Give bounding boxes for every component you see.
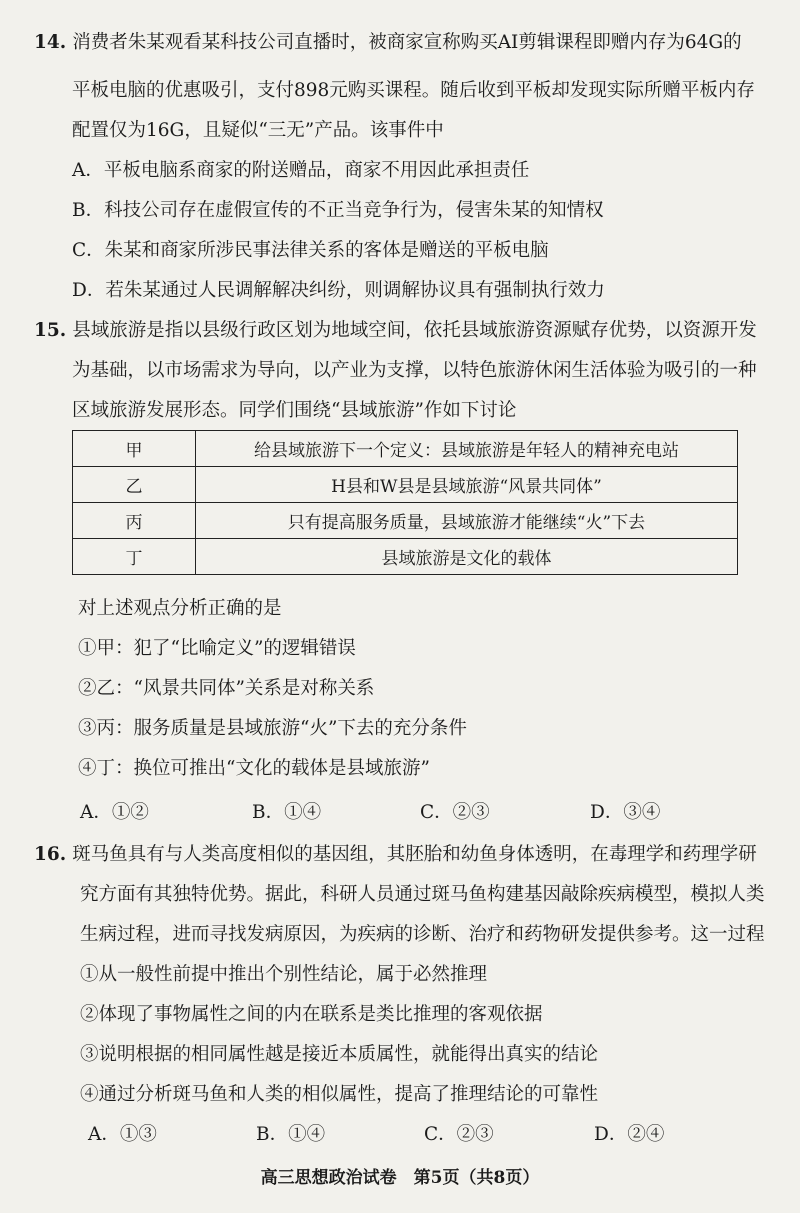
q16-choice-d: D．②④ (594, 1124, 665, 1145)
viewpoint-text: 给县域旅游下一个定义：县域旅游是年轻人的精神充电站 (196, 431, 738, 467)
q16-statement-4: ④通过分析斑马鱼和人类的相似属性，提高了推理结论的可靠性 (80, 1084, 599, 1105)
table-row (73, 431, 738, 467)
q14-line-1: 14. 消费者朱某观看某科技公司直播时，被商家宣称购买AI剪辑课程即赠内存为64G的 (34, 32, 742, 53)
q16-line-2: 究方面有其独特优势。据此，科研人员通过斑马鱼构建基因敲除疾病模型，模拟人类 (80, 884, 765, 905)
viewpoint-label: 乙 (73, 467, 196, 503)
q16-number: 16. (34, 844, 67, 865)
q15-statement-1: ①甲：犯了“比喻定义”的逻辑错误 (78, 638, 356, 659)
q15-prompt: 对上述观点分析正确的是 (78, 598, 282, 619)
viewpoint-text: 县域旅游是文化的载体 (196, 539, 738, 575)
page-footer: 高三思想政治试卷 第5页（共8页） (260, 1168, 540, 1188)
q15-choice-d: D．③④ (590, 802, 661, 823)
q14-number: 14. (34, 32, 67, 53)
viewpoints-table (72, 430, 738, 575)
table-row (73, 539, 738, 575)
viewpoint-label: 甲 (73, 431, 196, 467)
viewpoint-label: 丁 (73, 539, 196, 575)
q14-line-2: 平板电脑的优惠吸引，支付898元购买课程。随后收到平板却发现实际所赠平板内存 (72, 80, 755, 101)
q15-line-3: 区域旅游发展形态。同学们围绕“县域旅游”作如下讨论 (72, 400, 517, 421)
q16-line-3: 生病过程，进而寻找发病原因，为疾病的诊断、治疗和药物研发提供参考。这一过程 (80, 924, 765, 945)
q15-number: 15. (34, 320, 67, 341)
q15-statement-2: ②乙：“风景共同体”关系是对称关系 (78, 678, 375, 699)
q15-statement-3: ③丙：服务质量是县域旅游“火”下去的充分条件 (78, 718, 467, 739)
q15-line-1: 15. 县域旅游是指以县级行政区划为地域空间，依托县域旅游资源赋存优势，以资源开发 (34, 320, 757, 341)
q16-choice-b: B．①④ (256, 1124, 326, 1145)
q15-choice-a: A．①② (80, 802, 149, 823)
q14-option-a: A．平板电脑系商家的附送赠品，商家不用因此承担责任 (72, 160, 530, 181)
q16-statement-3: ③说明根据的相同属性越是接近本质属性，就能得出真实的结论 (80, 1044, 599, 1065)
q15-choice-b: B．①④ (252, 802, 322, 823)
table-row (73, 503, 738, 539)
viewpoint-text: H县和W县是县域旅游“风景共同体” (196, 467, 738, 503)
q16-line-1: 16. 斑马鱼具有与人类高度相似的基因组，其胚胎和幼鱼身体透明，在毒理学和药理学研 (34, 844, 757, 865)
q14-option-d: D．若朱某通过人民调解解决纠纷，则调解协议具有强制执行效力 (72, 280, 605, 301)
q16-statement-2: ②体现了事物属性之间的内在联系是类比推理的客观依据 (80, 1004, 543, 1025)
q15-choice-c: C．②③ (420, 802, 490, 823)
q14-option-b: B．科技公司存在虚假宣传的不正当竞争行为，侵害朱某的知情权 (72, 200, 604, 221)
viewpoint-text: 只有提高服务质量，县域旅游才能继续“火”下去 (196, 503, 738, 539)
q14-option-c: C．朱某和商家所涉民事法律关系的客体是赠送的平板电脑 (72, 240, 549, 261)
q14-line-3: 配置仅为16G，且疑似“三无”产品。该事件中 (72, 120, 444, 141)
q16-statement-1: ①从一般性前提中推出个别性结论，属于必然推理 (80, 964, 488, 985)
table-row (73, 467, 738, 503)
viewpoint-label: 丙 (73, 503, 196, 539)
q15-line-2: 为基础，以市场需求为导向，以产业为支撑，以特色旅游休闲生活体验为吸引的一种 (72, 360, 757, 381)
q15-statement-4: ④丁：换位可推出“文化的载体是县域旅游” (78, 758, 430, 779)
q16-choice-a: A．①③ (88, 1124, 157, 1145)
q16-choice-c: C．②③ (424, 1124, 494, 1145)
